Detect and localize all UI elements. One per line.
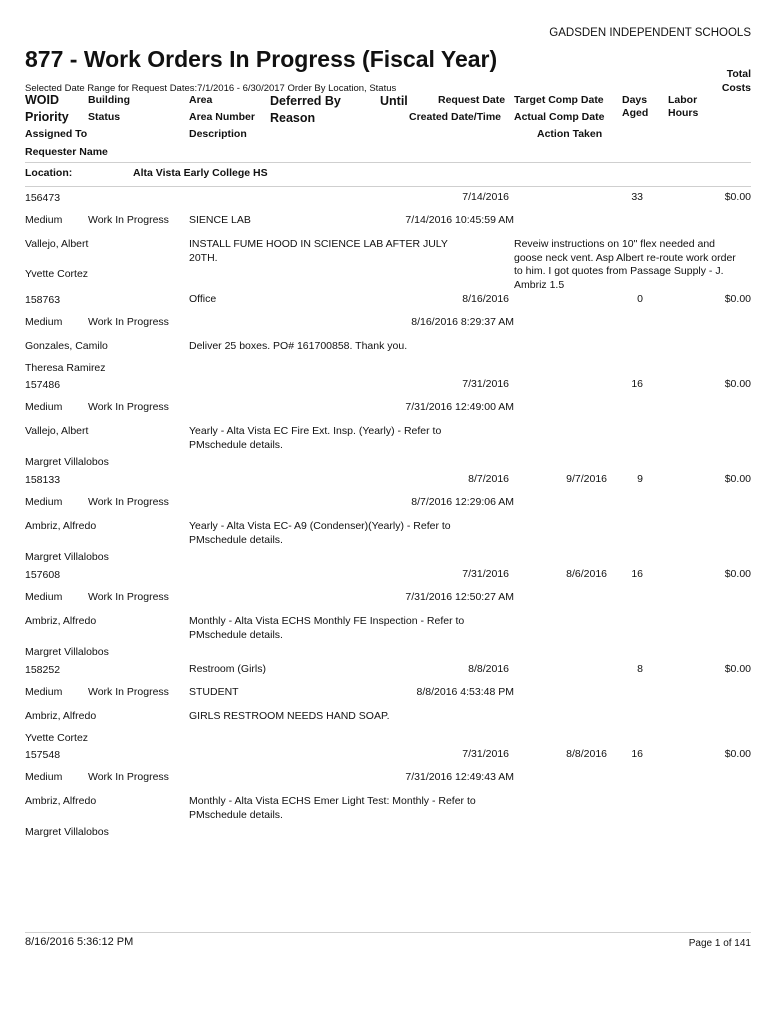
- created-date-time: 8/8/2016 4:53:48 PM: [416, 686, 514, 698]
- assigned-to: Ambriz, Alfredo: [25, 615, 97, 627]
- header-days: Days: [622, 94, 648, 106]
- location-name: Alta Vista Early College HS: [133, 167, 268, 179]
- total-cost: $0.00: [724, 748, 751, 760]
- priority: Medium: [25, 316, 63, 328]
- area-number: SIENCE LAB: [189, 214, 251, 226]
- requester-name: Margret Villalobos: [25, 456, 109, 468]
- organization-name: GADSDEN INDEPENDENT SCHOOLS: [549, 27, 751, 39]
- priority: Medium: [25, 401, 63, 413]
- woid: 158133: [25, 474, 61, 486]
- days-aged: 9: [637, 473, 643, 485]
- header-target-comp-date: Target Comp Date: [514, 94, 604, 106]
- header-total: Total: [726, 68, 751, 80]
- footer-divider: [25, 932, 751, 933]
- header-hours: Hours: [668, 107, 699, 119]
- assigned-to: Ambriz, Alfredo: [25, 795, 97, 807]
- header-reason: Reason: [270, 111, 316, 125]
- header-deferred-by: Deferred By: [270, 94, 341, 108]
- description: Monthly - Alta Vista ECHS Monthly FE Inspection - Refer to PMschedule details.: [189, 615, 465, 641]
- report-title: 877 - Work Orders In Progress (Fiscal Year): [25, 46, 498, 72]
- days-aged: 16: [631, 378, 643, 390]
- days-aged: 16: [631, 568, 643, 580]
- header-area: Area: [189, 94, 213, 106]
- status: Work In Progress: [88, 401, 169, 413]
- header-area-number: Area Number: [189, 111, 255, 123]
- days-aged: 0: [637, 293, 643, 305]
- description: GIRLS RESTROOM NEEDS HAND SOAP.: [189, 710, 390, 722]
- header-until: Until: [380, 94, 408, 108]
- header-actual-comp-date: Actual Comp Date: [514, 111, 605, 123]
- status: Work In Progress: [88, 214, 169, 226]
- total-cost: $0.00: [724, 663, 751, 675]
- header-labor: Labor: [668, 94, 698, 106]
- header-description: Description: [189, 128, 247, 140]
- total-cost: $0.00: [724, 378, 751, 390]
- request-date: 8/8/2016: [468, 663, 509, 675]
- days-aged: 8: [637, 663, 643, 675]
- total-cost: $0.00: [724, 568, 751, 580]
- area-number: STUDENT: [189, 686, 239, 698]
- header-assigned-to: Assigned To: [25, 128, 88, 140]
- description: Yearly - Alta Vista EC- A9 (Condenser)(Yearly) - Refer to PMschedule details.: [189, 520, 451, 546]
- requester-name: Margret Villalobos: [25, 826, 109, 838]
- woid: 158763: [25, 294, 61, 306]
- header-aged: Aged: [622, 107, 649, 119]
- requester-name: Theresa Ramirez: [25, 362, 106, 374]
- priority: Medium: [25, 771, 63, 783]
- created-date-time: 7/31/2016 12:49:00 AM: [405, 401, 514, 413]
- target-comp-date: 9/7/2016: [566, 473, 607, 485]
- created-date-time: 7/31/2016 12:49:43 AM: [405, 771, 514, 783]
- assigned-to: Vallejo, Albert: [25, 425, 89, 437]
- status: Work In Progress: [88, 771, 169, 783]
- description: Yearly - Alta Vista EC Fire Ext. Insp. (Yearly) - Refer to PMschedule details.: [189, 425, 442, 451]
- report-date-range: Selected Date Range for Request Dates:7/1/2016 - 6/30/2017 Order By Location, Status: [25, 83, 397, 94]
- header-woid: WOID: [25, 93, 60, 107]
- description: Monthly - Alta Vista ECHS Emer Light Test: Monthly - Refer to PMschedule details.: [189, 795, 476, 821]
- priority: Medium: [25, 686, 63, 698]
- area: Office: [189, 293, 217, 305]
- page-number: Page 1 of 141: [688, 938, 751, 949]
- days-aged: 16: [631, 748, 643, 760]
- target-comp-date: 8/8/2016: [566, 748, 607, 760]
- header-costs: Costs: [721, 82, 751, 94]
- created-date-time: 8/16/2016 8:29:37 AM: [411, 316, 514, 328]
- total-cost: $0.00: [724, 473, 751, 485]
- header-requester-name: Requester Name: [25, 146, 108, 158]
- requester-name: Margret Villalobos: [25, 551, 109, 563]
- description: Deliver 25 boxes. PO# 161700858. Thank you.: [189, 340, 408, 352]
- description: INSTALL FUME HOOD IN SCIENCE LAB AFTER JULY 20TH.: [189, 238, 448, 264]
- header-created: Created Date/Time: [409, 111, 502, 123]
- woid: 158252: [25, 664, 61, 676]
- woid: 157486: [25, 379, 61, 391]
- print-timestamp: 8/16/2016 5:36:12 PM: [25, 936, 134, 948]
- request-date: 8/7/2016: [468, 473, 509, 485]
- woid: 157608: [25, 569, 61, 581]
- requester-name: Margret Villalobos: [25, 646, 109, 658]
- assigned-to: Gonzales, Camilo: [25, 340, 108, 352]
- header-request-date: Request Date: [438, 94, 506, 106]
- woid: 157548: [25, 749, 61, 761]
- target-comp-date: 8/6/2016: [566, 568, 607, 580]
- priority: Medium: [25, 214, 63, 226]
- status: Work In Progress: [88, 316, 169, 328]
- created-date-time: 7/31/2016 12:50:27 AM: [405, 591, 514, 603]
- requester-name: Yvette Cortez: [25, 732, 89, 744]
- action-taken: Reveiw instructions on 10" flex needed and goose neck vent. Asp Albert re-route work order to him. I got quotes from Passage Supply - J. Ambriz 1.5: [514, 238, 736, 291]
- area: Restroom (Girls): [189, 663, 267, 675]
- requester-name: Yvette Cortez: [25, 268, 89, 280]
- header-action-taken: Action Taken: [537, 128, 603, 140]
- request-date: 7/31/2016: [462, 568, 509, 580]
- request-date: 7/14/2016: [462, 191, 509, 203]
- assigned-to: Ambriz, Alfredo: [25, 710, 97, 722]
- location-label: Location:: [25, 167, 73, 179]
- priority: Medium: [25, 496, 63, 508]
- priority: Medium: [25, 591, 63, 603]
- assigned-to: Vallejo, Albert: [25, 238, 89, 250]
- created-date-time: 7/14/2016 10:45:59 AM: [405, 214, 514, 226]
- location-divider: [25, 186, 751, 187]
- assigned-to: Ambriz, Alfredo: [25, 520, 97, 532]
- woid: 156473: [25, 192, 61, 204]
- created-date-time: 8/7/2016 12:29:06 AM: [411, 496, 514, 508]
- status: Work In Progress: [88, 591, 169, 603]
- total-cost: $0.00: [724, 191, 751, 203]
- header-priority: Priority: [25, 110, 69, 124]
- header-building: Building: [88, 94, 130, 106]
- status: Work In Progress: [88, 686, 169, 698]
- header-divider: [25, 162, 751, 163]
- request-date: 7/31/2016: [462, 378, 509, 390]
- header-status: Status: [88, 111, 121, 123]
- request-date: 7/31/2016: [462, 748, 509, 760]
- total-cost: $0.00: [724, 293, 751, 305]
- request-date: 8/16/2016: [462, 293, 509, 305]
- days-aged: 33: [631, 191, 643, 203]
- status: Work In Progress: [88, 496, 169, 508]
